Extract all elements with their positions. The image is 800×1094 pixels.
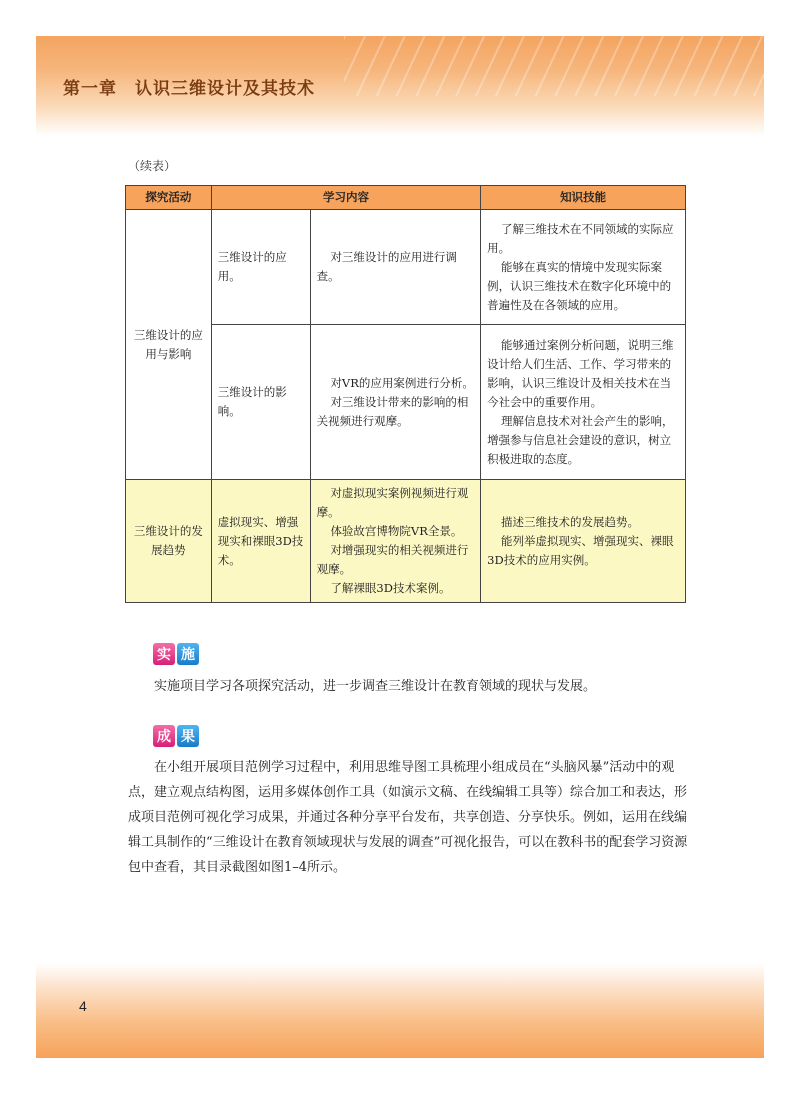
page-footer [36, 963, 764, 1058]
skills-line: 描述三维技术的发展趋势。 [500, 514, 639, 529]
page-number: 4 [79, 998, 87, 1014]
result-paragraph: 在小组开展项目范例学习过程中，利用思维导图工具梳理小组成员在“头脑风暴”活动中的观点，建立观点结构图，运用多媒体创作工具（如演示文稿、在线编辑工具等）综合加工和表达，形成项目范例可视化学习成果，并通过各种分享平台发布，共享创造、分享快乐。例如，运用在线编辑工具制作的“三维设计在教育领域现状与发展的调查”可视化报告，可以在教科书的配套学习资源包中查看，其目录截图如图1–4所示。 [128, 760, 688, 875]
badge-char: 果 [177, 725, 199, 747]
skills-line: 理解信息技术对社会产生的影响，增强参与信息社会建设的意识，树立积极进取的态度。 [487, 413, 674, 466]
content-line: 对增强现实的相关视频进行观摩。 [316, 543, 469, 576]
implement-badge [153, 643, 203, 667]
topic-cell: 三维设计的应用。 [211, 210, 310, 325]
content-table [125, 185, 686, 603]
skills-line: 了解三维技术在不同领域的实际应用。 [487, 221, 674, 255]
content-line: 对虚拟现实案例视频进行观摩。 [316, 486, 469, 519]
content-line: 对三维设计的应用进行调查。 [316, 250, 457, 283]
content-line: 对VR的应用案例进行分析。 [330, 375, 474, 390]
content-line: 了解裸眼3D技术案例。 [330, 581, 451, 595]
skills-cell [481, 325, 686, 480]
implement-paragraph: 实施项目学习各项探究活动，进一步调查三维设计在教育领域的现状与发展。 [154, 679, 597, 694]
continued-label: （续表） [128, 159, 177, 173]
skills-cell [481, 210, 686, 325]
activity-cell: 三维设计的发展趋势 [126, 480, 212, 603]
table-row [126, 480, 686, 603]
content-line: 对三维设计带来的影响的相关视频进行观摩。 [316, 394, 469, 428]
page [36, 36, 764, 1058]
topic-cell: 虚拟现实、增强现实和裸眼3D技术。 [211, 480, 310, 603]
table-row [126, 210, 686, 325]
page-header [36, 36, 764, 136]
skills-line: 能够通过案例分析问题，说明三维设计给人们生活、工作、学习带来的影响，认识三维设计及相关技术在当今社会中的重要作用。 [487, 337, 674, 409]
chapter-title: 第一章 认识三维设计及其技术 [63, 79, 315, 99]
table-header-cell: 学习内容 [211, 186, 480, 210]
table-header-cell: 知识技能 [481, 186, 686, 210]
badge-char: 施 [177, 643, 199, 665]
header-decoration [344, 36, 764, 96]
skills-line: 能列举虚拟现实、增强现实、裸眼3D技术的应用实例。 [487, 533, 674, 567]
skills-cell [481, 480, 686, 603]
content-line: 体验故宫博物院VR全景。 [330, 524, 463, 538]
skills-line: 能够在真实的情境中发现实际案例，认识三维技术在数字化环境中的普遍性及在各领域的应用。 [487, 259, 672, 312]
content-cell [310, 210, 481, 325]
badge-char: 实 [153, 643, 175, 665]
table-header-cell: 探究活动 [126, 186, 212, 210]
table-header-row [126, 186, 686, 210]
activity-cell: 三维设计的应用与影响 [126, 210, 212, 480]
content-cell [310, 325, 481, 480]
badge-char: 成 [153, 725, 175, 747]
result-badge [153, 725, 203, 749]
content-cell [310, 480, 481, 603]
topic-cell: 三维设计的影响。 [211, 325, 310, 480]
